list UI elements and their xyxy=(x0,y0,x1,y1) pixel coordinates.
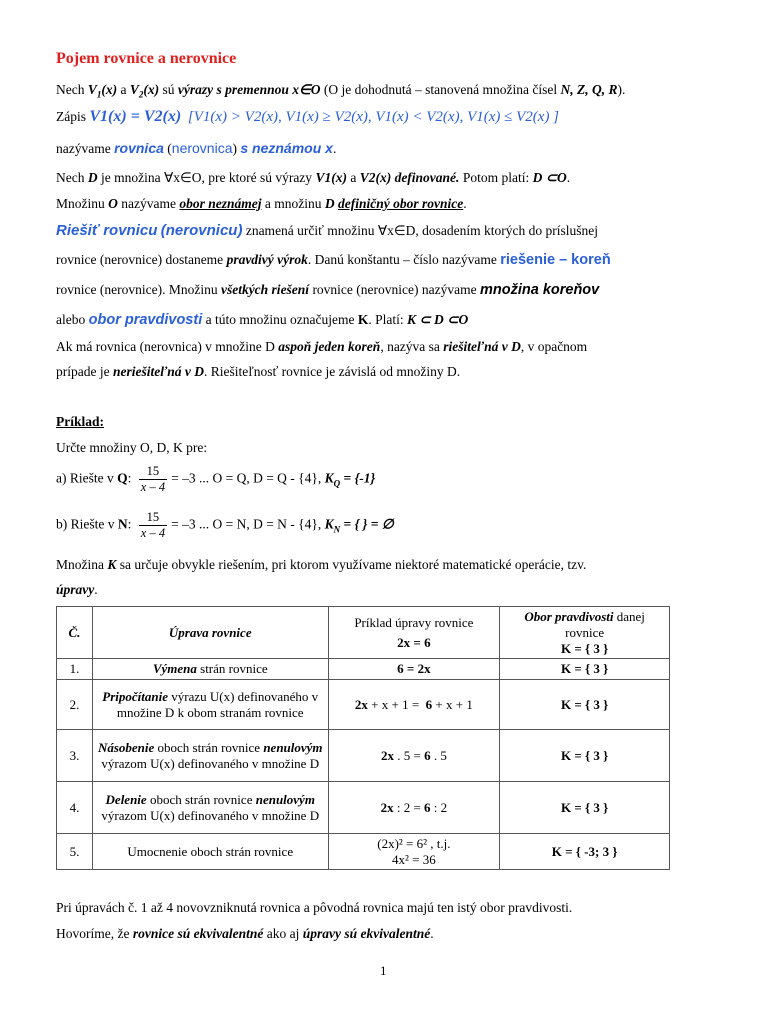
numerator: 15 xyxy=(146,510,160,524)
term-upravy: úpravy xyxy=(56,582,95,597)
header-cell-operation: Úprava rovnice xyxy=(92,607,328,659)
row-operation xyxy=(92,659,328,680)
text: Množinu xyxy=(56,196,109,211)
text: Pripočítanie xyxy=(102,688,169,704)
symbol: K xyxy=(357,312,369,327)
paragraph-unsolvable xyxy=(56,364,460,380)
symbol: D xyxy=(87,170,98,185)
text: : xyxy=(127,470,132,486)
equation-notation: V1(x) = V2(x) xyxy=(89,108,182,125)
paragraph-solve xyxy=(56,222,598,239)
text: výrazom U(x) definovaného v množine D xyxy=(101,807,320,823)
subscript: 2 xyxy=(138,89,144,100)
text: Nech xyxy=(56,170,88,185)
symbol: V2(x) xyxy=(359,170,392,185)
denominator: x – 4 xyxy=(140,526,166,540)
text: ... O = Q, D = Q - {4}, xyxy=(195,470,325,486)
text: výrazu U(x) definovaného v množine D k obom stranám rovnice xyxy=(116,688,319,720)
set-symbol: Q xyxy=(117,470,128,486)
text: . xyxy=(94,582,98,597)
text: Množina xyxy=(56,557,108,572)
text: a túto množinu označujeme xyxy=(202,312,358,327)
term-mnozina-korenov: množina koreňov xyxy=(479,282,600,298)
term-riesenie-koren: riešenie – koreň xyxy=(500,252,611,268)
denominator: x – 4 xyxy=(140,480,166,494)
text: . Platí: xyxy=(368,312,407,327)
symbol: K xyxy=(324,470,334,486)
text: = xyxy=(340,516,355,532)
text: rovnice (nerovnice) dostaneme xyxy=(56,252,227,267)
text: Hovoríme, že xyxy=(56,926,133,941)
term-definovane: definované. xyxy=(391,170,460,185)
table-row xyxy=(57,680,670,730)
text: (2x)² = 6² , t.j. xyxy=(377,835,451,851)
text: ) xyxy=(232,141,241,156)
paragraph-domain xyxy=(56,170,570,186)
example-b xyxy=(56,510,394,541)
v1-expr xyxy=(87,82,118,100)
numerator: 15 xyxy=(146,464,160,478)
term-nerovnicu: (nerovnicu) xyxy=(160,222,243,239)
text: Delenie xyxy=(105,791,147,807)
paragraph-operations-cont xyxy=(56,582,98,598)
inequality-notation: [V1(x) > V2(x), V1(x) ≥ V2(x), V1(x) < V2(x), V1(x) ≤ V2(x) ] xyxy=(187,109,560,125)
example-a xyxy=(56,464,375,495)
text: . xyxy=(430,926,434,941)
symbol: D xyxy=(324,196,335,211)
paragraph-roots-set xyxy=(56,282,599,298)
page-title: Pojem rovnice a nerovnice xyxy=(56,50,237,67)
text: je množina ∀x∈O xyxy=(97,170,202,185)
text: ... O = N, D = N - {4}, xyxy=(195,516,325,532)
relation: D ⊂O xyxy=(532,170,567,185)
fraction xyxy=(139,464,167,495)
row-truth-set: K = { 3 } xyxy=(500,782,670,834)
text: ( xyxy=(163,141,172,156)
table-row xyxy=(57,834,670,870)
row-number: 2. xyxy=(57,680,93,730)
term-obor-pravdivosti: obor pravdivosti xyxy=(88,312,203,328)
paragraph-equivalent xyxy=(56,926,434,942)
term-vyrazy: výrazy s premennou x∈O xyxy=(177,82,321,97)
text: . Riešiteľnosť rovnice je závislá od množiny D. xyxy=(204,364,461,379)
text: Zápis xyxy=(56,109,90,124)
term-nerovnica: nerovnica xyxy=(171,140,233,156)
v2-expr xyxy=(129,82,160,100)
term-upravy-ekvivalentne: úpravy sú ekvivalentné xyxy=(302,926,431,941)
text: a množinu xyxy=(261,196,325,211)
row-operation: Umocnenie oboch strán rovnice xyxy=(92,834,328,870)
term-riesit-rovnicu: Riešiť rovnicu xyxy=(56,222,158,239)
row-operation xyxy=(92,782,328,834)
row-example: 2x . 5 = 6 . 5 xyxy=(328,730,500,782)
term-definicny-obor: definičný obor rovnice xyxy=(337,196,464,211)
term-aspon-jeden-koren: aspoň jeden koreň xyxy=(278,339,381,354)
text: : xyxy=(127,516,132,532)
text: danej rovnice xyxy=(565,608,645,640)
text: ). xyxy=(617,82,626,97)
text: výrazom U(x) definovaného v množine D xyxy=(101,755,320,771)
text: . xyxy=(566,170,571,185)
symbol: K xyxy=(107,557,117,572)
table-row xyxy=(57,659,670,680)
symbol: O xyxy=(108,196,118,211)
text: Ak má rovnica (nerovnica) v množine D xyxy=(56,339,279,354)
paragraph-variables xyxy=(56,82,625,100)
text: strán rovnice xyxy=(196,661,268,676)
text: , v opačnom xyxy=(520,339,588,354)
text: oboch strán rovnice xyxy=(154,739,264,755)
symbol: K xyxy=(324,516,334,532)
term-s-neznamou: s neznámou x xyxy=(240,140,333,156)
paragraph-naming xyxy=(56,140,336,157)
text: . xyxy=(332,141,337,156)
paragraph-root xyxy=(56,252,611,268)
text: rovnice (nerovnice). Množinu xyxy=(56,282,221,297)
text: nenulovým xyxy=(263,739,323,755)
term-rovnice-ekvivalentne: rovnice sú ekvivalentné xyxy=(132,926,264,941)
text: alebo xyxy=(56,312,89,327)
row-example: 6 = 2x xyxy=(328,659,500,680)
text: = –3 xyxy=(171,470,196,486)
text: ako aj xyxy=(263,926,303,941)
row-operation xyxy=(92,730,328,782)
fraction xyxy=(139,510,167,541)
text: Potom platí: xyxy=(459,170,533,185)
row-number: 3. xyxy=(57,730,93,782)
header-cell-number: Č. xyxy=(57,607,93,659)
table-header-row xyxy=(57,607,670,659)
example-heading: Príklad: xyxy=(56,414,105,429)
paragraph-sets xyxy=(56,196,467,212)
paragraph-notation xyxy=(56,108,559,126)
text: b) Riešte v xyxy=(56,516,118,532)
text: Príklad úpravy rovnice xyxy=(354,614,474,630)
text: , nazýva sa xyxy=(380,339,444,354)
text: znamená určiť množinu ∀x∈D xyxy=(242,223,416,238)
row-truth-set: K = { 3 } xyxy=(500,680,670,730)
text: Násobenie xyxy=(97,739,155,755)
row-example: 2x : 2 = 6 : 2 xyxy=(328,782,500,834)
row-example: 2x + x + 1 = 6 + x + 1 xyxy=(328,680,500,730)
text: Nech xyxy=(56,82,88,97)
set-symbol: N xyxy=(117,516,128,532)
row-number: 5. xyxy=(57,834,93,870)
text: prípade je xyxy=(56,364,113,379)
page-number: 1 xyxy=(380,963,387,978)
number-sets: N, Z, Q, R xyxy=(560,82,618,97)
relation: K ⊂ D ⊂O xyxy=(406,312,469,327)
text: V xyxy=(129,82,139,97)
text: Obor pravdivosti xyxy=(524,608,614,624)
text: a) Riešte v xyxy=(56,470,118,486)
solution-set: { } = ∅ xyxy=(354,516,394,532)
paragraph-solvable xyxy=(56,339,587,355)
symbol: V1(x) xyxy=(315,170,347,185)
row-example xyxy=(328,834,500,870)
paragraph-operations xyxy=(56,557,586,573)
text: (x) xyxy=(101,82,118,97)
text: . xyxy=(463,196,467,211)
header-cell-truth-set xyxy=(500,607,670,659)
text: rovnice (nerovnice) nazývame xyxy=(309,282,480,297)
text: nenulovým xyxy=(255,791,315,807)
term-riesitelna: riešiteľná v D xyxy=(443,339,521,354)
table-row xyxy=(57,782,670,834)
text: = xyxy=(340,470,355,486)
row-operation xyxy=(92,680,328,730)
term-pravdivy-vyrok: pravdivý výrok xyxy=(226,252,308,267)
text: K = { 3 } xyxy=(560,640,609,656)
text: 4x² = 36 xyxy=(392,851,436,867)
text: V xyxy=(87,82,97,97)
text: = –3 xyxy=(171,516,196,532)
term-obor-neznamej: obor neznámej xyxy=(179,196,262,211)
row-number: 4. xyxy=(57,782,93,834)
header-cell-example xyxy=(328,607,500,659)
text: nazývame xyxy=(117,196,180,211)
text: oboch strán rovnice xyxy=(146,791,256,807)
operations-table xyxy=(56,606,670,870)
row-truth-set: K = { -3; 3 } xyxy=(500,834,670,870)
paragraph-truth-set xyxy=(56,312,468,328)
text: , pre ktoré sú výrazy xyxy=(201,170,316,185)
subscript: Q xyxy=(333,478,341,489)
row-number: 1. xyxy=(57,659,93,680)
term-neriesitelna: neriešiteľná v D xyxy=(112,364,205,379)
paragraph-equivalent-note: Pri úpravách č. 1 až 4 novovzniknutá rovnica a pôvodná rovnica majú ten istý obor pravdivosti. xyxy=(56,900,573,915)
row-truth-set: K = { 3 } xyxy=(500,659,670,680)
text: nazývame xyxy=(56,141,115,156)
text: (x) xyxy=(143,82,160,97)
text: a xyxy=(346,170,360,185)
text: Výmena xyxy=(152,661,197,676)
text: . Danú konštantu – číslo nazývame xyxy=(307,252,501,267)
term-vsetkych-rieseni: všetkých riešení xyxy=(220,282,310,297)
solution-set: {-1} xyxy=(354,470,376,486)
text: (O je dohodnutá – stanovená množina čísel xyxy=(320,82,561,97)
text: sú xyxy=(159,82,178,97)
text: 2x = 6 xyxy=(397,634,431,650)
term-rovnica: rovnica xyxy=(114,140,164,156)
text: sa určuje obvykle riešením, pri ktorom využívame niektoré matematické operácie, tzv. xyxy=(116,557,587,572)
subscript: 1 xyxy=(96,89,102,100)
text: , dosadením ktorých do príslušnej xyxy=(415,223,599,238)
subscript: N xyxy=(333,524,341,535)
row-truth-set: K = { 3 } xyxy=(500,730,670,782)
example-intro: Určte množiny O, D, K pre: xyxy=(56,440,208,455)
text: a xyxy=(117,82,130,97)
table-row xyxy=(57,730,670,782)
